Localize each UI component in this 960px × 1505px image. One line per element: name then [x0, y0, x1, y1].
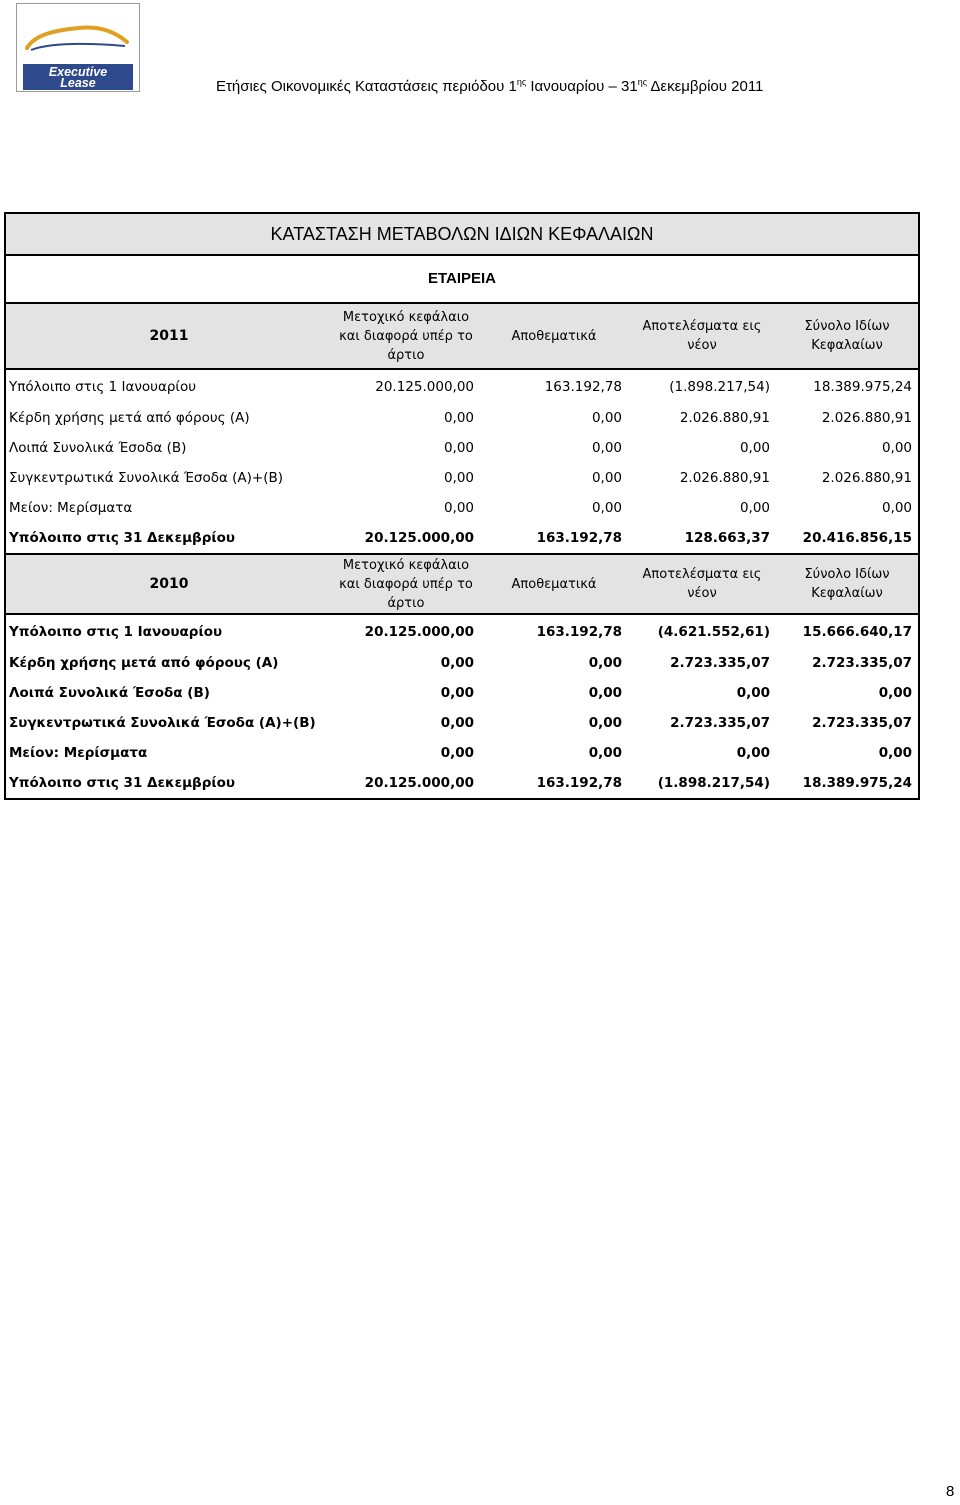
row-value: 20.125.000,00	[364, 623, 474, 640]
col-reserves: Αποθεματικά	[480, 304, 628, 369]
table-row	[6, 768, 918, 798]
row-value: (1.898.217,54)	[657, 775, 770, 791]
row-value: 163.192,78	[544, 378, 622, 395]
table-row	[6, 493, 918, 523]
col-retained: Αποτελέσματα εις νέον	[628, 304, 776, 369]
row-value: 2.026.880,91	[679, 410, 770, 426]
row-value: 0,00	[588, 685, 622, 701]
row-value: 0,00	[878, 745, 912, 761]
col-reserves: Αποθεματικά	[480, 554, 628, 614]
table-row	[6, 463, 918, 493]
table-row	[6, 614, 918, 648]
row-value: 0,00	[736, 745, 770, 761]
equity-statement	[4, 212, 920, 800]
row-value: 0,00	[443, 500, 474, 516]
row-value: 2.723.335,07	[812, 655, 912, 671]
row-value: 15.666.640,17	[802, 623, 912, 640]
year-2010: 2010	[6, 554, 332, 614]
row-value: 0,00	[591, 470, 622, 486]
row-value: 20.416.856,15	[802, 530, 912, 546]
row-value: 0,00	[440, 655, 474, 671]
row-label: Υπόλοιπο στις 31 Δεκεμβρίου	[9, 775, 236, 791]
row-value: 2.026.880,91	[821, 410, 912, 426]
table-row	[6, 678, 918, 708]
company-label: ΕΤΑΙΡΕΙΑ	[6, 256, 918, 304]
document-header: Ετήσιες Οικονομικές Καταστάσεις περιόδου $1^{\eta\varsigma}$ Ιανουαρίου – $31^{\eta\varsigma}$ Δεκεμβρίου 2011	[216, 77, 764, 95]
row-value: 163.192,78	[536, 775, 622, 791]
row-value: (4.621.552,61)	[657, 623, 770, 640]
row-value: 18.389.975,24	[813, 378, 912, 395]
row-value: 0,00	[881, 500, 912, 516]
table-row	[6, 369, 918, 403]
row-value: 0,00	[591, 440, 622, 456]
row-value: 0,00	[588, 715, 622, 731]
column-header-row-2011	[6, 304, 918, 369]
row-value: 20.125.000,00	[364, 775, 474, 791]
row-value: 0,00	[440, 685, 474, 701]
row-label: Υπόλοιπο στις 1 Ιανουαρίου	[9, 623, 223, 640]
row-label: Λοιπά Συνολικά Έσοδα (Β)	[9, 685, 210, 701]
row-value: 2.723.335,07	[812, 715, 912, 731]
row-value: 2.723.335,07	[670, 655, 770, 671]
row-value: 163.192,78	[536, 623, 622, 640]
row-value: 0,00	[739, 440, 770, 456]
row-label: Μείον: Μερίσματα	[9, 500, 133, 516]
table-row	[6, 403, 918, 433]
row-value: 0,00	[739, 500, 770, 516]
row-value: 20.125.000,00	[375, 378, 474, 395]
col-total: Σύνολο Ιδίων Κεφαλαίων	[776, 304, 918, 369]
row-value: 128.663,37	[684, 530, 770, 546]
row-value: 2.723.335,07	[670, 715, 770, 731]
row-value: 20.125.000,00	[364, 530, 474, 546]
col-share-capital: Μετοχικό κεφάλαιο και διαφορά υπέρ το άρτιο	[332, 304, 480, 369]
row-value: 0,00	[443, 440, 474, 456]
row-value: 0,00	[881, 440, 912, 456]
column-header-row-2010	[6, 554, 918, 614]
col-retained: Αποτελέσματα εις νέον	[628, 554, 776, 614]
row-label: Υπόλοιπο στις 1 Ιανουαρίου	[9, 378, 197, 395]
company-logo	[16, 3, 140, 92]
row-value: 2.026.880,91	[821, 470, 912, 486]
row-label: Συγκεντρωτικά Συνολικά Έσοδα (Α)+(Β)	[9, 715, 316, 731]
row-value: 0,00	[878, 685, 912, 701]
row-value: 18.389.975,24	[802, 775, 912, 791]
row-value: 163.192,78	[536, 530, 622, 546]
row-value: 0,00	[440, 745, 474, 761]
year-2011: 2011	[6, 304, 332, 369]
row-label: Κέρδη χρήσης μετά από φόρους (Α)	[9, 410, 250, 426]
row-value: 0,00	[736, 685, 770, 701]
row-value: (1.898.217,54)	[669, 378, 770, 395]
table-row	[6, 738, 918, 768]
table-row	[6, 433, 918, 463]
row-value: 0,00	[591, 410, 622, 426]
row-value: 0,00	[591, 500, 622, 516]
row-value: 2.026.880,91	[679, 470, 770, 486]
row-label: Συγκεντρωτικά Συνολικά Έσοδα (Α)+(Β)	[9, 470, 284, 486]
car-silhouette-icon	[17, 4, 139, 64]
table-row	[6, 648, 918, 678]
row-label: Μείον: Μερίσματα	[9, 745, 148, 761]
row-value: 0,00	[588, 655, 622, 671]
page-number: 8	[946, 1483, 955, 1500]
row-label: Λοιπά Συνολικά Έσοδα (Β)	[9, 440, 187, 456]
row-value: 0,00	[443, 410, 474, 426]
table-row	[6, 523, 918, 554]
logo-wordmark: Executive Lease	[23, 64, 133, 90]
row-value: 0,00	[443, 470, 474, 486]
row-value: 0,00	[588, 745, 622, 761]
equity-table	[6, 304, 918, 798]
row-value: 0,00	[440, 715, 474, 731]
statement-title: ΚΑΤΑΣΤΑΣΗ ΜΕΤΑΒΟΛΩΝ ΙΔΙΩΝ ΚΕΦΑΛΑΙΩΝ	[6, 214, 918, 256]
col-share-capital: Μετοχικό κεφάλαιο και διαφορά υπέρ το άρτιο	[332, 554, 480, 614]
row-label: Υπόλοιπο στις 31 Δεκεμβρίου	[9, 530, 236, 546]
col-total: Σύνολο Ιδίων Κεφαλαίων	[776, 554, 918, 614]
row-label: Κέρδη χρήσης μετά από φόρους (Α)	[9, 655, 279, 671]
table-row	[6, 708, 918, 738]
